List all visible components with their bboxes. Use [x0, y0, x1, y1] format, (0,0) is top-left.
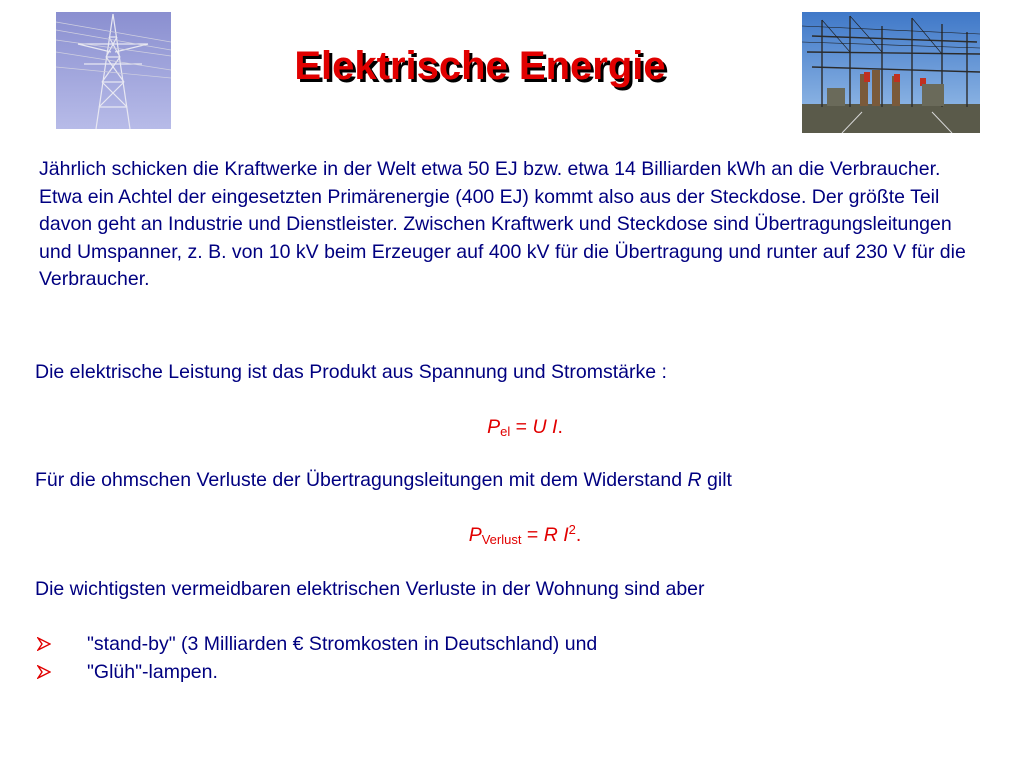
formula-u-symbol: U: [532, 416, 547, 438]
formula-period: .: [575, 524, 582, 546]
formula-subscript: Verlust: [481, 532, 522, 547]
losses-text-end: gilt: [701, 469, 732, 491]
formula-equals: =: [521, 524, 544, 546]
avoidable-losses-text: Die wichtigsten vermeidbaren elektrischen Verluste in der Wohnung sind aber: [35, 578, 705, 600]
power-definition-text: Die elektrische Leistung ist das Produkt aus Spannung und Stromstärke :: [35, 361, 667, 383]
list-item-text: "stand-by" (3 Milliarden € Stromkosten in Deutschland) und: [87, 633, 598, 655]
power-pylon-image: [56, 12, 171, 129]
formula-i-symbol: I: [552, 416, 558, 438]
resistance-symbol: R: [687, 469, 702, 491]
arrow-bullet-icon: [37, 637, 51, 651]
losses-text-main: Für die ohmschen Verluste der Übertragungsleitungen mit dem Widerstand: [35, 469, 688, 491]
formula-p-symbol: P: [487, 416, 501, 438]
formula-period: .: [557, 416, 563, 438]
formula-i-symbol: I: [563, 524, 569, 546]
substation-image: [802, 12, 980, 133]
formula-r-symbol: R: [543, 524, 558, 546]
loss-formula: [0, 523, 1024, 547]
formula-subscript: el: [500, 424, 511, 439]
formula-superscript: 2: [568, 522, 576, 537]
losses-text: [35, 468, 995, 492]
slide-title: Elektrische Energie: [294, 44, 666, 88]
power-formula: [0, 415, 1024, 439]
formula-p-symbol: P: [468, 524, 482, 546]
list-item-text: "Glüh"-lampen.: [87, 661, 218, 683]
formula-equals: =: [510, 416, 533, 438]
intro-paragraph: Jährlich schicken die Kraftwerke in der Welt etwa 50 EJ bzw. etwa 14 Billiarden kWh an die Verbraucher. Etwa ein Achtel der eingesetzten Primärenergie (400 EJ) kommt also aus der Steckdose. Der größte Teil davon geht an Industrie und Dienstleister. Zwischen Kraftwerk und Steckdose sind Übertragungsleitungen und Umspanner, z. B. von 10 kV beim Erzeuger auf 400 kV für die Übertragung und runter auf 230 V für die Verbraucher.: [39, 158, 966, 290]
arrow-bullet-icon: [37, 665, 51, 679]
